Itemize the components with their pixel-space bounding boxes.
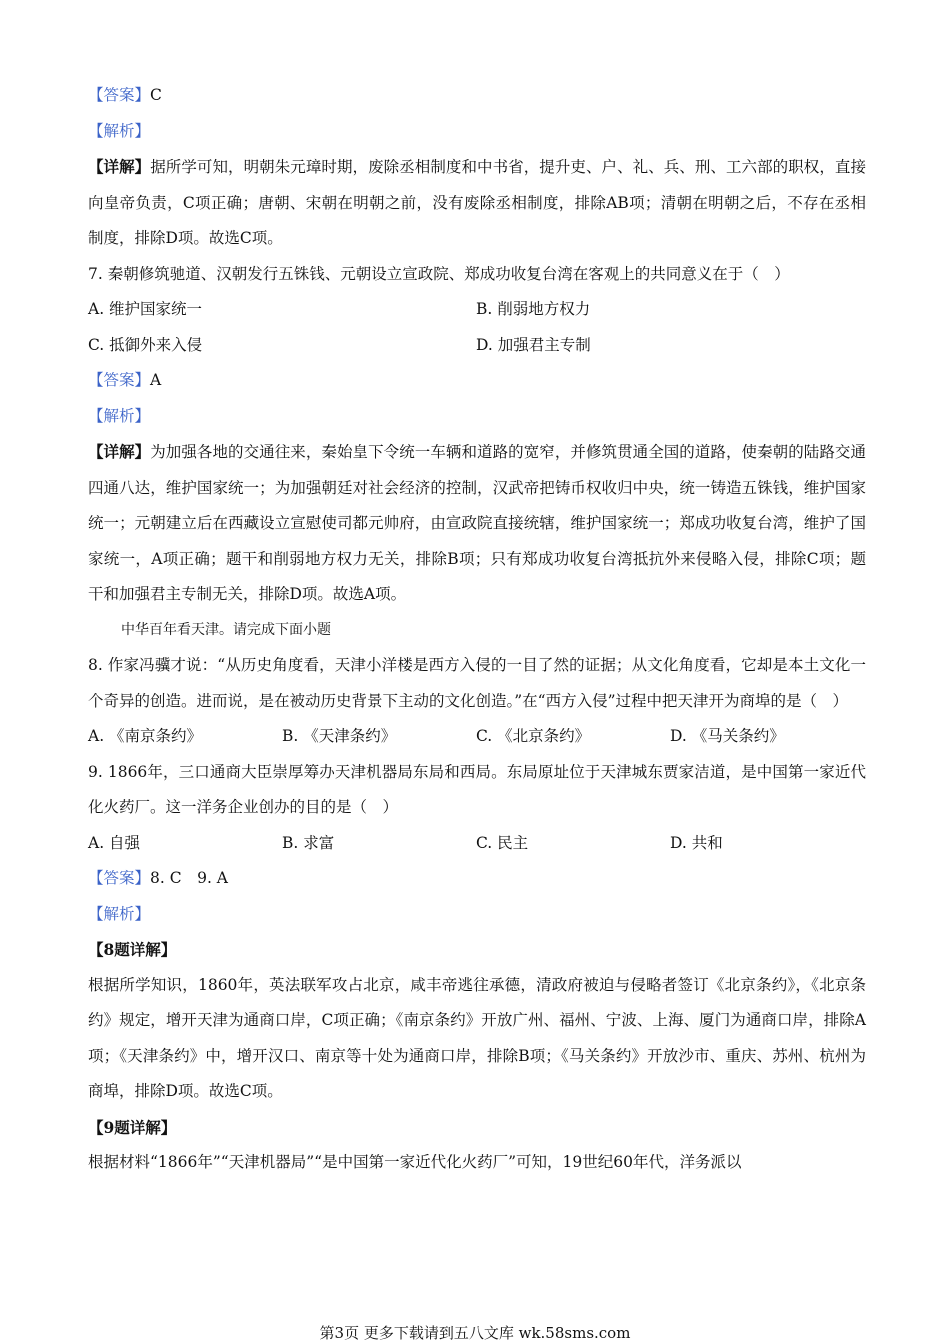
q89-analysis-label: 【解析】 (88, 904, 151, 923)
detail-label: 【详解】 (88, 442, 151, 461)
q8-detail-label: 【8题详解】 (88, 940, 177, 959)
answer-label: 【答案】 (88, 371, 151, 389)
q9-option-c: C. 民主 (476, 833, 529, 852)
q7-detail (88, 434, 866, 613)
q9-detail-label: 【9题详解】 (88, 1117, 177, 1137)
page-footer: 第3页 更多下载请到五八文库 wk.58sms.com (319, 1324, 631, 1342)
q9-question: 9. 1866年，三口通商大臣崇厚筹办天津机器局东局和西局。东局原址位于天津城东贾家洁道，是中国第一家近代化火药厂。这一洋务企业创办的目的是（ ） (88, 762, 866, 816)
document-body (88, 78, 866, 1181)
q7-option-d: D. 加强君主专制 (476, 335, 591, 354)
q7-answer (88, 363, 866, 399)
q6-answer (88, 78, 866, 114)
q7-options-row-2 (88, 328, 866, 364)
q7-question: 7. 秦朝修筑驰道、汉朝发行五铢钱、元朝设立宣政院、郑成功收复台湾在客观上的共同意义在于（ ） (88, 264, 790, 283)
answer-value: A (150, 371, 162, 389)
q8-option-a: A. 《南京条约》 (88, 727, 203, 745)
q6-detail (88, 149, 866, 257)
answer-label: 【答案】 (88, 86, 151, 104)
q8-option-c: C. 《北京条约》 (476, 727, 591, 745)
q8-option-d: D. 《马关条约》 (670, 727, 785, 745)
q7-option-c: C. 抵御外来入侵 (88, 335, 203, 354)
detail-text: 为加强各地的交通往来，秦始皇下令统一车辆和道路的宽窄，并修筑贯通全国的道路，使秦朝的陆路交通四通八达，维护国家统一；为加强朝廷对社会经济的控制，汉武帝把铸币权收归中央，统一铸造五铢钱，维护国家统一；元朝建立后在西藏设立宣慰使司都元帅府，由宣政院直接统辖，维护国家统一；郑成功收复台湾，维护了国家统一，A项正确；题干和削弱地方权力无关，排除B项；只有郑成功收复台湾抵抗外来侵略入侵，排除C项；题干和加强君主专制无关，排除D项。故选A项。 (88, 443, 866, 603)
q8-detail: 根据所学知识，1860年，英法联军攻占北京，咸丰帝逃往承德，清政府被迫与侵略者签订《北京条约》，《北京条约》规定，增开天津为通商口岸，C项正确；《南京条约》开放广州、福州、宁波、上海、厦门为通商口岸，排除A项；《天津条约》中，增开汉口、南京等十处为通商口岸，排除B项；《马关条约》开放沙市、重庆、苏州、杭州为商埠，排除D项。故选C项。 (88, 975, 866, 1100)
q7-option-b: B. 削弱地方权力 (476, 300, 591, 318)
detail-text: 据所学可知，明朝朱元璋时期，废除丞相制度和中书省，提升吏、户、礼、兵、刑、工六部的职权，直接向皇帝负责，C项正确；唐朝、宋朝在明朝之前，没有废除丞相制度，排除AB项；清朝在明朝之后，不存在丞相制度，排除D项。故选C项。 (88, 158, 866, 247)
q9-option-a: A. 自强 (88, 833, 141, 852)
q7-analysis-label: 【解析】 (88, 406, 151, 425)
q9-options (88, 826, 866, 862)
answer-label: 【答案】 (88, 869, 151, 887)
q9-option-b: B. 求富 (282, 833, 335, 852)
detail-label: 【详解】 (88, 157, 151, 176)
group-intro: 中华百年看天津。请完成下面小题 (121, 621, 331, 638)
q6-analysis-label: 【解析】 (88, 121, 151, 140)
q9-option-d: D. 共和 (670, 833, 723, 852)
q8-question: 8. 作家冯骥才说：“从历史角度看，天津小洋楼是西方入侵的一目了然的证据；从文化角度看，它却是本土文化一个奇异的创造。进而说，是在被动历史背景下主动的文化创造。”在“西方入侵”过程中把天津开为商埠的是（ ） (88, 656, 866, 710)
q89-answer (88, 861, 866, 897)
q9-detail: 根据材料“1866年”“天津机器局”“是中国第一家近代化火药厂”可知，19世纪60年代，洋务派以 (88, 1153, 742, 1171)
q8-options (88, 719, 866, 755)
q8-option-b: B. 《天津条约》 (282, 727, 397, 745)
q7-options-row-1 (88, 292, 866, 328)
answer-value: C (150, 86, 162, 104)
q7-option-a: A. 维护国家统一 (88, 300, 203, 318)
answer-value: 8. C 9. A (150, 869, 229, 887)
